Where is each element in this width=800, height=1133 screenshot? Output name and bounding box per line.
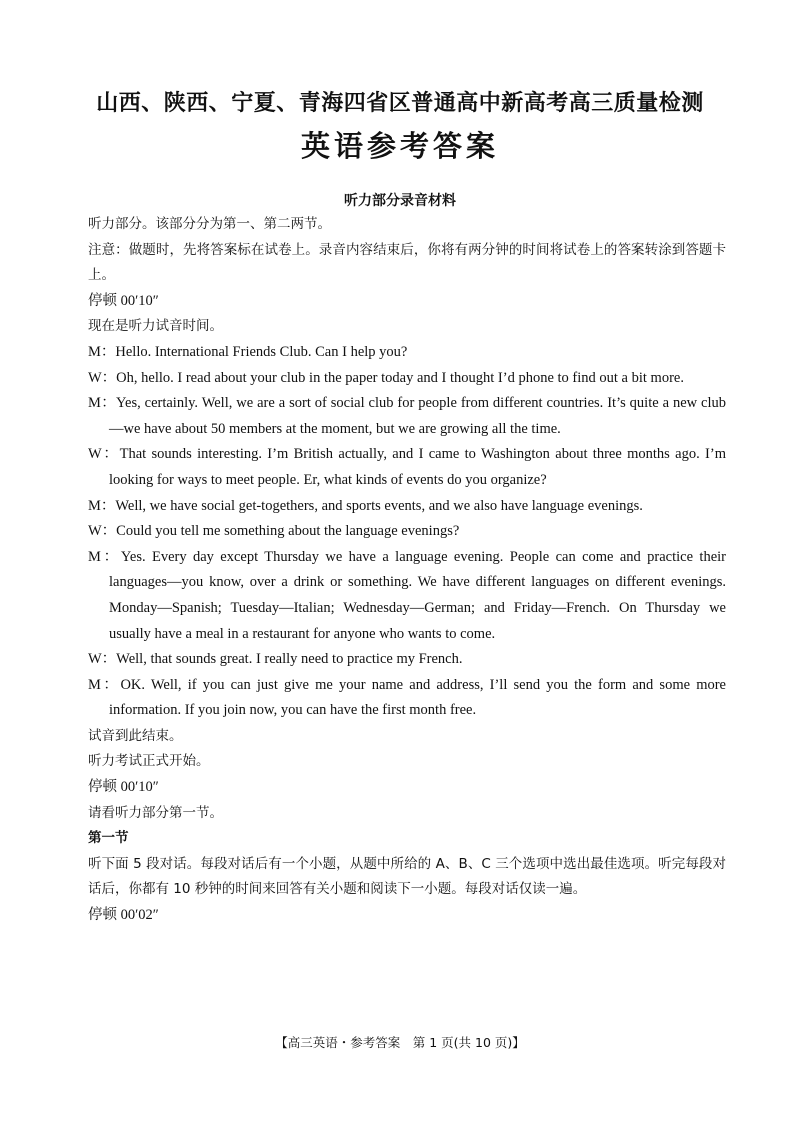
dialogue-line: W：That sounds interesting. I’m British actually, and I came to Washington about three months ago. I’m looking for ways to meet people. Er, what kinds of events do you organize? — [88, 446, 726, 488]
page-footer: 【高三英语・参考答案 第 1 页(共 10 页)】 — [275, 1035, 525, 1050]
pause-marker: 停顿 00′10″ — [88, 779, 159, 796]
dialogue-line: M：OK. Well, if you can just give me your name and address, I’ll send you the form and some more information. If you join now, you can have the first month free. — [88, 676, 726, 719]
dialogue-line: W：Oh, hello. I read about your club in the paper today and I thought I’d phone to find out a bit more. — [88, 369, 684, 386]
dialogue-line: M：Yes. Every day except Thursday we have a language evening. People can come and practice their languages—you know, over a drink or something. We have different languages on different evenings. Monday—Spanish; Tuesday—Italian; Wednesday—German; and Friday—French. On Thursday we usually have a meal in a restaurant for anyone who wants to come. — [88, 548, 726, 642]
dialogue-line: W：Well, that sounds great. I really need to practice my French. — [88, 651, 463, 668]
transcript-body — [88, 212, 726, 929]
document-title: 山西、陕西、宁夏、青海四省区普通高中新高考高三质量检测 — [96, 91, 704, 116]
dialogue-line: M：Yes, certainly. Well, we are a sort of social club for people from different countries. It’s quite a new club—we have about 50 members at the moment, but we are growing all the time. — [88, 395, 726, 437]
section-one-label: 第一节 — [88, 830, 129, 847]
paragraph-instructions: 听下面 5 段对话。每段对话后有一个小题，从题中所给的 A、B、C 三个选项中选出最佳选项。听完每段对话后，你都有 10 秒钟的时间来回答有关小题和阅读下一小题。每段对话仅读一遍。 — [88, 855, 726, 898]
paragraph-section-one: 请看听力部分第一节。 — [88, 804, 223, 821]
pause-marker: 停顿 00′10″ — [88, 292, 159, 309]
pause-marker: 停顿 00′02″ — [88, 907, 159, 924]
dialogue-line: M：Well, we have social get-togethers, and sports events, and we also have language evenings. — [88, 497, 643, 514]
paragraph-notice: 注意：做题时，先将答案标在试卷上。录音内容结束后，你将有两分钟的时间将试卷上的答案转涂到答题卡上。 — [88, 241, 726, 284]
dialogue-line: W：Could you tell me something about the language evenings? — [88, 523, 460, 540]
document-subtitle: 英语参考答案 — [300, 129, 499, 163]
paragraph-intro: 听力部分。该部分分为第一、第二两节。 — [88, 216, 331, 232]
paragraph-exam-start: 听力考试正式开始。 — [88, 753, 210, 770]
section-heading: 听力部分录音材料 — [344, 193, 456, 209]
paragraph-test-start: 现在是听力试音时间。 — [88, 318, 223, 335]
paragraph-test-end: 试音到此结束。 — [88, 727, 183, 744]
dialogue-line: M：Hello. International Friends Club. Can I help you? — [88, 343, 408, 360]
